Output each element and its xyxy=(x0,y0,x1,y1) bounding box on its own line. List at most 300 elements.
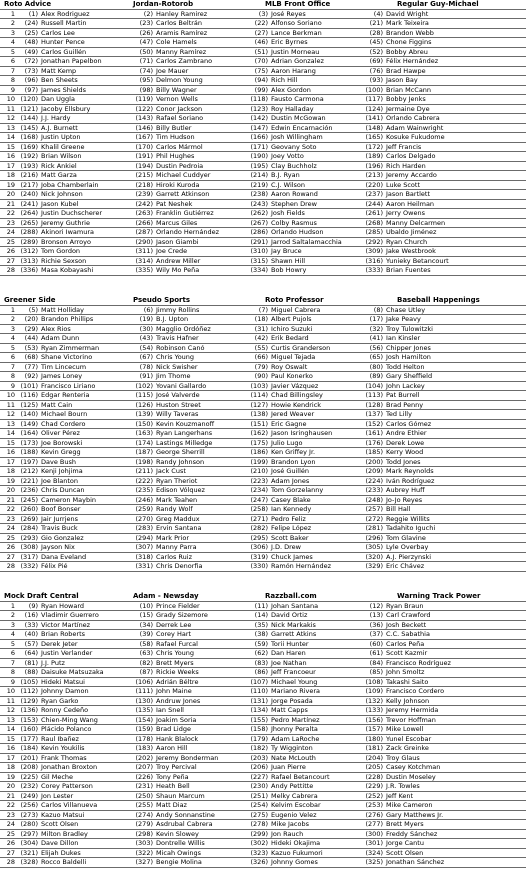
player-name: Iván Rodríguez xyxy=(386,476,435,485)
player-name: Pedro Martínez xyxy=(271,715,320,724)
round-number: 5 xyxy=(10,47,15,56)
pick-number: (273) xyxy=(20,810,38,819)
round-number: 27 xyxy=(6,256,15,265)
pick-number: (21) xyxy=(369,19,383,27)
player-name: J.R. Towles xyxy=(386,782,420,790)
pick-number: (3) xyxy=(258,9,268,18)
player-name: Jay Bruce xyxy=(271,247,302,255)
player-name: Cameron Maybin xyxy=(41,495,97,504)
draft-round-row xyxy=(0,801,526,811)
player-name: Lance Berkman xyxy=(271,28,322,37)
player-name: Kelvim Escobar xyxy=(271,801,321,809)
pick-number: (182) xyxy=(250,744,268,752)
player-name: Randy Wolf xyxy=(156,505,193,513)
pick-number: (215) xyxy=(135,171,153,179)
player-name: Chris Young xyxy=(156,353,195,361)
player-name: Joba Chamberlain xyxy=(41,180,99,189)
player-name: Gio Gonzalez xyxy=(41,533,84,542)
round-number: 9 xyxy=(10,677,15,686)
pick-number: (52) xyxy=(369,47,383,56)
player-name: Adam Jones xyxy=(271,476,310,485)
pick-number: (242) xyxy=(135,199,153,208)
draft-round-row xyxy=(0,190,526,200)
player-name: Clay Buchholz xyxy=(271,161,317,170)
player-name: Travis Hafner xyxy=(156,334,199,342)
player-name: Casey Kotchman xyxy=(386,763,441,771)
draft-round-row xyxy=(0,162,526,172)
player-name: Howie Kendrick xyxy=(271,400,322,409)
player-name: Gil Meche xyxy=(41,772,74,781)
pick-number: (110) xyxy=(250,687,268,695)
draft-round-row xyxy=(0,773,526,783)
player-name: Edison Vólquez xyxy=(156,486,205,494)
player-name: Edwin Encarnación xyxy=(271,123,333,132)
player-name: Milton Bradley xyxy=(41,829,88,838)
player-name: Akinori Iwamura xyxy=(41,228,94,236)
player-name: Tom Glavine xyxy=(386,533,426,542)
player-name: Brandon Phillips xyxy=(41,315,94,323)
player-name: Micah Owings xyxy=(156,848,202,857)
pick-number: (149) xyxy=(20,419,38,428)
pick-number: (2) xyxy=(143,9,153,18)
draft-board-group xyxy=(0,0,526,276)
round-number: 21 xyxy=(6,791,15,800)
pick-number: (143) xyxy=(135,114,153,122)
draft-round-row xyxy=(0,266,526,276)
draft-round-row xyxy=(0,725,526,735)
draft-round-row xyxy=(0,315,526,325)
pick-number: (321) xyxy=(20,848,38,857)
pick-number: (281) xyxy=(365,524,383,532)
pick-number: (82) xyxy=(139,658,153,667)
player-name: Brad Penny xyxy=(386,400,424,409)
player-name: Rafael Soriano xyxy=(156,114,204,122)
round-number: 14 xyxy=(6,133,15,141)
pick-number: (222) xyxy=(135,476,153,485)
pick-number: (125) xyxy=(20,400,38,409)
pick-number: (221) xyxy=(20,476,38,485)
round-number: 23 xyxy=(6,218,15,227)
pick-number: (297) xyxy=(20,829,38,838)
pick-number: (192) xyxy=(20,152,38,160)
round-number: 24 xyxy=(6,524,15,532)
player-name: Jeremy Bonderman xyxy=(156,753,219,762)
player-name: Richie Sexson xyxy=(41,256,87,265)
round-number: 12 xyxy=(6,706,15,714)
player-name: Justin Verlander xyxy=(41,649,93,657)
pick-number: (185) xyxy=(365,448,383,456)
pick-number: (229) xyxy=(365,782,383,790)
player-name: Mike Jacobs xyxy=(271,820,309,828)
draft-round-row xyxy=(0,543,526,553)
pick-number: (145) xyxy=(20,123,38,132)
pick-number: (46) xyxy=(254,38,268,46)
pick-number: (8) xyxy=(373,305,383,314)
round-number: 19 xyxy=(6,180,15,189)
player-name: Justin Duchscherer xyxy=(41,209,103,217)
team-name-header: Adam - Newsday xyxy=(133,592,199,600)
player-name: José Reyes xyxy=(271,9,306,18)
player-name: Tadahito Iguchi xyxy=(386,524,436,532)
player-name: Kazuo Fukumori xyxy=(271,848,323,857)
team-name-header: Jordan-Rotorob xyxy=(133,0,194,8)
pick-number: (47) xyxy=(139,38,153,46)
player-name: Phil Hughes xyxy=(156,152,195,160)
player-name: Billy Wagner xyxy=(156,85,197,94)
pick-number: (333) xyxy=(365,266,383,274)
player-name: Félix Hernández xyxy=(386,57,439,65)
player-name: Jorge Cantu xyxy=(386,839,424,847)
pick-number: (252) xyxy=(365,791,383,800)
pick-number: (37) xyxy=(369,630,383,638)
player-name: Mike Cameron xyxy=(386,801,433,809)
player-name: Jon Lester xyxy=(41,791,74,800)
pick-number: (226) xyxy=(135,772,153,781)
player-name: Derek Jeter xyxy=(41,639,78,648)
pick-number: (277) xyxy=(365,820,383,828)
player-name: Billy Butler xyxy=(156,123,192,132)
draft-round-row xyxy=(0,524,526,534)
pick-number: (302) xyxy=(250,839,268,847)
pick-number: (88) xyxy=(24,668,38,676)
round-number: 16 xyxy=(6,152,15,160)
draft-round-row xyxy=(0,363,526,373)
pick-number: (63) xyxy=(139,649,153,657)
pick-number: (35) xyxy=(254,620,268,629)
player-name: Jeremy Accardo xyxy=(386,171,437,179)
pick-number: (219) xyxy=(250,180,268,189)
draft-round-row xyxy=(0,830,526,840)
player-name: Shane Victorino xyxy=(41,353,93,361)
pick-number: (25) xyxy=(24,28,38,37)
player-name: Shawn Hill xyxy=(271,256,306,265)
draft-round-row xyxy=(0,344,526,354)
draft-round-row xyxy=(0,744,526,754)
player-name: Adrián Béltre xyxy=(156,677,199,686)
pick-number: (176) xyxy=(365,438,383,447)
pick-number: (300) xyxy=(365,829,383,838)
pick-number: (53) xyxy=(24,343,38,352)
player-name: Rocco Baldelli xyxy=(41,858,87,866)
pick-number: (57) xyxy=(24,639,38,648)
player-name: Carlos Ruiz xyxy=(156,552,192,561)
player-name: Joe Borowski xyxy=(41,438,83,447)
pick-number: (283) xyxy=(135,524,153,532)
pick-number: (51) xyxy=(254,47,268,56)
pick-number: (22) xyxy=(254,19,268,27)
pick-number: (223) xyxy=(250,476,268,485)
pick-number: (239) xyxy=(135,190,153,198)
pick-number: (85) xyxy=(369,668,383,676)
pick-number: (235) xyxy=(135,486,153,494)
player-name: Jermaine Dye xyxy=(386,104,430,113)
player-name: Eric Byrnes xyxy=(271,38,308,46)
pick-number: (164) xyxy=(20,429,38,437)
player-name: Kazuo Matsui xyxy=(41,810,85,819)
player-name: Brian Wilson xyxy=(41,152,82,160)
draft-round-row xyxy=(0,334,526,344)
player-name: Corey Hart xyxy=(156,630,192,638)
pick-number: (287) xyxy=(135,228,153,236)
pick-number: (28) xyxy=(369,28,383,37)
pick-number: (184) xyxy=(20,744,38,752)
player-name: Orlando Hudson xyxy=(271,228,324,236)
player-name: Aaron Rowand xyxy=(271,190,318,198)
round-number: 10 xyxy=(6,687,15,695)
player-name: Brian Roberts xyxy=(41,630,86,638)
player-name: Ben Sheets xyxy=(41,76,78,84)
pick-number: (259) xyxy=(135,505,153,513)
pick-number: (131) xyxy=(250,696,268,705)
round-number: 7 xyxy=(10,658,15,667)
player-name: Michael Cuddyer xyxy=(156,171,211,179)
player-name: Kelly Johnson xyxy=(386,696,430,705)
draft-round-row xyxy=(0,257,526,267)
pick-number: (286) xyxy=(250,228,268,236)
pick-number: (304) xyxy=(20,839,38,847)
team-name-header: Mock Draft Central xyxy=(4,592,79,600)
round-number: 7 xyxy=(10,66,15,75)
player-name: Jake Peavy xyxy=(386,315,421,323)
player-name: Hank Blalock xyxy=(156,734,199,743)
player-name: Jeff Kent xyxy=(386,791,414,800)
pick-number: (91) xyxy=(139,372,153,380)
pick-number: (200) xyxy=(365,457,383,466)
player-name: Nick Markakis xyxy=(271,620,316,629)
pick-number: (204) xyxy=(365,753,383,762)
player-name: Brett Myers xyxy=(386,820,424,828)
round-number: 10 xyxy=(6,391,15,399)
player-name: Ryan Theriot xyxy=(156,476,198,485)
player-name: Russell Martin xyxy=(41,19,87,27)
pick-number: (98) xyxy=(139,85,153,94)
pick-number: (101) xyxy=(20,381,38,390)
player-name: B.J. Ryan xyxy=(271,171,300,179)
player-name: Frank Thomas xyxy=(41,753,87,762)
pick-number: (336) xyxy=(20,266,38,274)
pick-number: (331) xyxy=(135,562,153,570)
player-name: George Sherrill xyxy=(156,448,205,456)
round-number: 12 xyxy=(6,410,15,418)
player-name: Pedro Feliz xyxy=(271,514,306,523)
pick-number: (159) xyxy=(135,725,153,733)
player-name: Matt Garza xyxy=(41,171,77,179)
player-name: Elijah Dukes xyxy=(41,848,81,857)
draft-round-row xyxy=(0,429,526,439)
pick-number: (330) xyxy=(250,562,268,570)
round-number: 9 xyxy=(10,85,15,94)
pick-number: (238) xyxy=(250,190,268,198)
player-name: Jo-Jo Reyes xyxy=(386,495,423,504)
pick-number: (181) xyxy=(365,744,383,752)
player-name: Asdrubal Cabrera xyxy=(156,820,213,828)
pick-number: (168) xyxy=(20,133,38,141)
player-name: Hunter Pence xyxy=(41,38,85,46)
pick-number: (56) xyxy=(369,343,383,352)
pick-number: (314) xyxy=(135,256,153,265)
player-name: Ian Kennedy xyxy=(271,505,312,513)
pick-number: (275) xyxy=(250,810,268,819)
round-number: 23 xyxy=(6,810,15,819)
round-number: 28 xyxy=(6,858,15,866)
pick-number: (240) xyxy=(20,190,38,198)
player-name: Geovany Soto xyxy=(271,142,317,151)
pick-number: (279) xyxy=(135,820,153,828)
pick-number: (124) xyxy=(365,104,383,113)
player-name: Randy Johnson xyxy=(156,457,205,466)
player-name: Alfonso Soriano xyxy=(271,19,322,27)
round-number: 4 xyxy=(10,38,15,46)
player-name: Ryan Howard xyxy=(41,601,85,610)
pick-number: (31) xyxy=(254,324,268,333)
round-number: 21 xyxy=(6,495,15,504)
draft-round-row xyxy=(0,391,526,401)
player-name: Chien-Ming Wang xyxy=(41,715,98,724)
pick-number: (241) xyxy=(20,199,38,208)
pick-number: (162) xyxy=(250,429,268,437)
player-name: Roy Halladay xyxy=(271,104,314,113)
pick-number: (135) xyxy=(135,706,153,714)
pick-number: (196) xyxy=(365,161,383,170)
round-number: 14 xyxy=(6,725,15,733)
player-name: Jeremy Guthrie xyxy=(41,218,90,227)
pick-number: (244) xyxy=(365,199,383,208)
pick-number: (84) xyxy=(369,658,383,667)
pick-number: (141) xyxy=(365,114,383,122)
player-name: Ryan Braun xyxy=(386,601,424,610)
pick-number: (246) xyxy=(135,495,153,504)
player-name: Alex Rodriguez xyxy=(41,9,90,18)
pick-number: (165) xyxy=(365,133,383,141)
pick-number: (296) xyxy=(365,533,383,542)
pick-number: (169) xyxy=(20,142,38,151)
pick-number: (99) xyxy=(254,85,268,94)
pick-number: (118) xyxy=(250,95,268,103)
player-name: Jimmy Rollins xyxy=(156,305,200,314)
player-name: Jonathan Sánchez xyxy=(386,858,445,866)
pick-number: (136) xyxy=(20,706,38,714)
player-name: Kevin Kouzmanoff xyxy=(156,419,215,428)
round-number: 8 xyxy=(10,668,15,676)
draft-round-row xyxy=(0,325,526,335)
player-name: Bobby Jenks xyxy=(386,95,426,103)
round-number: 15 xyxy=(6,438,15,447)
pick-number: (231) xyxy=(135,782,153,790)
pick-number: (107) xyxy=(250,677,268,686)
player-name: José Guillén xyxy=(271,467,310,475)
pick-number: (220) xyxy=(365,180,383,189)
player-name: Mark Teixeira xyxy=(386,19,429,27)
pick-number: (258) xyxy=(250,505,268,513)
round-number: 6 xyxy=(10,57,15,65)
pick-number: (11) xyxy=(254,601,268,610)
player-name: Matt Holliday xyxy=(41,305,84,314)
pick-number: (121) xyxy=(20,104,38,113)
player-name: Oliver Pérez xyxy=(41,429,80,437)
pick-number: (112) xyxy=(20,687,38,695)
draft-round-row xyxy=(0,200,526,210)
player-name: Bronson Arroyo xyxy=(41,237,91,246)
player-name: José Valverde xyxy=(156,391,200,399)
draft-round-row xyxy=(0,124,526,134)
pick-number: (93) xyxy=(369,76,383,84)
pick-number: (134) xyxy=(250,706,268,714)
player-name: Justin Morneau xyxy=(271,47,320,56)
round-number: 2 xyxy=(10,315,15,323)
player-name: Brad Hawpe xyxy=(386,66,426,75)
pick-number: (18) xyxy=(254,315,268,323)
player-name: Chris Denorfia xyxy=(156,562,203,570)
team-header-row xyxy=(0,296,526,306)
round-number: 22 xyxy=(6,505,15,513)
team-name-header: MLB Front Office xyxy=(265,0,331,8)
player-name: Rich Hill xyxy=(271,76,298,84)
pick-number: (266) xyxy=(135,218,153,227)
pick-number: (203) xyxy=(250,753,268,762)
pick-number: (288) xyxy=(20,228,38,236)
player-name: Jason Kubel xyxy=(41,199,79,208)
player-name: Jeff Francis xyxy=(386,142,422,151)
pick-number: (81) xyxy=(24,658,38,667)
draft-round-row xyxy=(0,649,526,659)
pick-number: (132) xyxy=(365,696,383,705)
pick-number: (163) xyxy=(135,429,153,437)
player-name: Conor Jackson xyxy=(156,104,203,113)
pick-number: (299) xyxy=(250,829,268,838)
pick-number: (62) xyxy=(254,649,268,657)
draft-board-group xyxy=(0,296,526,572)
pick-number: (282) xyxy=(250,524,268,532)
draft-round-row xyxy=(0,706,526,716)
round-number: 6 xyxy=(10,353,15,361)
pick-number: (324) xyxy=(365,848,383,857)
round-number: 4 xyxy=(10,630,15,638)
player-name: Adam Dunn xyxy=(41,334,80,342)
player-name: Ted Lilly xyxy=(386,410,412,418)
pick-number: (313) xyxy=(20,256,38,265)
player-name: Paul Konerko xyxy=(271,372,313,380)
player-name: Derek Lowe xyxy=(386,438,425,447)
team-name-header: Roto Advice xyxy=(4,0,52,8)
draft-round-row xyxy=(0,181,526,191)
pick-number: (171) xyxy=(250,142,268,151)
draft-round-row xyxy=(0,420,526,430)
player-name: Boof Bonser xyxy=(41,505,81,513)
pick-number: (27) xyxy=(254,28,268,37)
pick-number: (189) xyxy=(365,152,383,160)
player-name: Carlos Guillén xyxy=(41,47,87,56)
player-name: B.J. Upton xyxy=(156,315,189,323)
player-name: Eugenio Velez xyxy=(271,810,317,819)
player-name: Grady Sizemore xyxy=(156,611,208,619)
player-name: James Loney xyxy=(41,372,83,380)
pick-number: (58) xyxy=(139,639,153,648)
player-name: Edgar Renteria xyxy=(41,391,90,399)
player-name: Joey Votto xyxy=(271,152,304,160)
pick-number: (264) xyxy=(20,209,38,217)
player-name: Dustin Pedroia xyxy=(156,161,204,170)
player-name: Chone Figgins xyxy=(386,38,432,46)
pick-number: (233) xyxy=(365,486,383,494)
pick-number: (117) xyxy=(365,95,383,103)
draft-round-row xyxy=(0,820,526,830)
pick-number: (170) xyxy=(135,142,153,151)
pick-number: (119) xyxy=(135,95,153,103)
player-name: Dan Haren xyxy=(271,649,306,657)
pick-number: (198) xyxy=(135,457,153,466)
pick-number: (199) xyxy=(250,457,268,466)
player-name: Jarrod Saltalamacchia xyxy=(271,237,342,246)
